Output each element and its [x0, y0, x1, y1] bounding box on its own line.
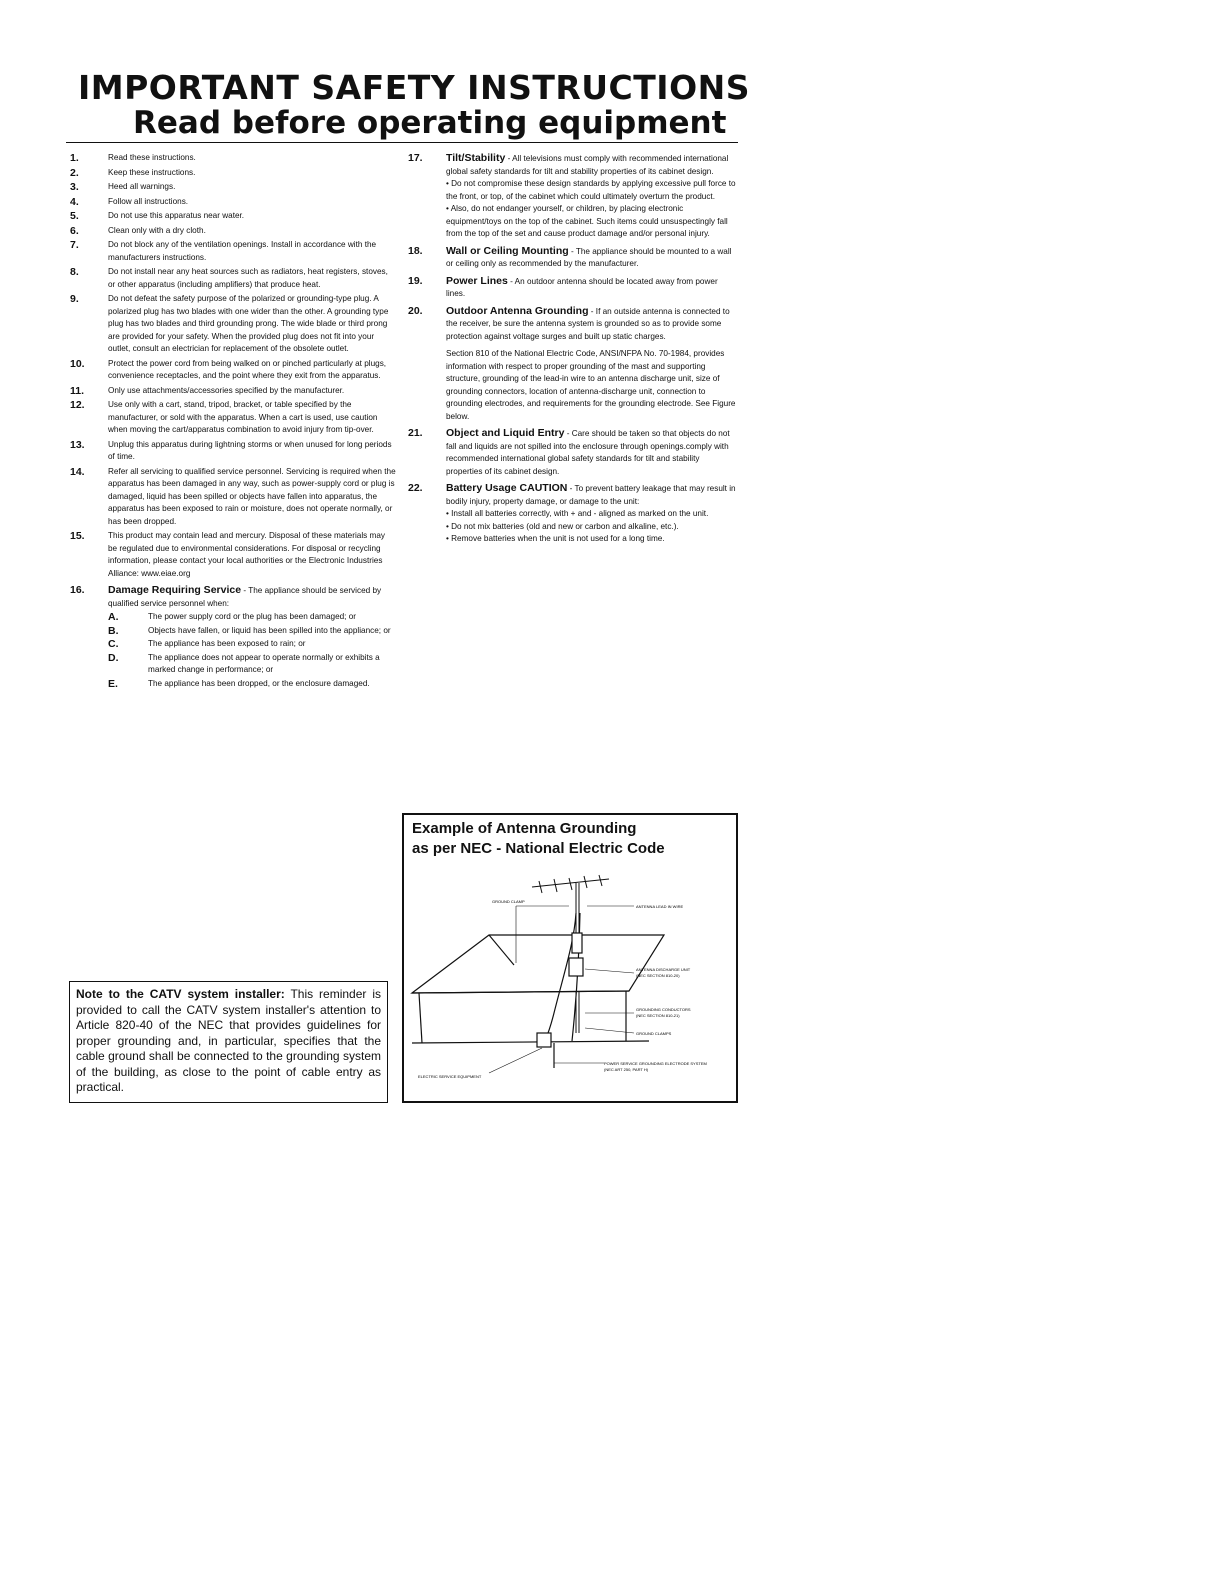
list-item: 3. Heed all warnings.: [70, 181, 176, 193]
grounding-conductors-label: GROUNDING CONDUCTORS: [636, 1007, 691, 1012]
sub-item: D. The appliance does not appear to operate normally or exhibits a marked change in performance; or: [108, 651, 380, 674]
list-item: 1. Read these instructions.: [70, 152, 196, 164]
list-item: 15. This product may contain lead and mercury. Disposal of these materials may be regulated due to environmental considerations. For disposal or recycling information, please contact your local authorities or the Electronic Industries Alliance: www.eiae.org: [70, 530, 385, 578]
list-item: 2. Keep these instructions.: [70, 166, 196, 179]
sub-item: E. The appliance has been dropped, or the enclosure damaged.: [108, 677, 370, 690]
list-item: 5. Do not use this apparatus near water.: [70, 210, 245, 222]
list-item: 7. Do not block any of the ventilation openings. Install in accordance with the manufacturers instructions.: [70, 239, 377, 262]
sub-item: B. Objects have fallen, or liquid has been spilled into the appliance; or: [108, 624, 391, 637]
catv-note-box: Note to the CATV system installer: This reminder is provided to call the CATV system installer's attention to Article 820-40 of the NEC that provides guidelines for proper grounding and, in particular, specifies that the cable ground shall be connected to the grounding system of the building, as close to the point of cable entry as practical.: [69, 981, 388, 1103]
list-item: 9. Do not defeat the safety purpose of the polarized or grounding-type plug. A polarized plug has two blades with one wider than the other. A grounding type plug has two blades and third grounding prong. The wide blade or third prong are provided for your safety. When the provided plug does not fit into your outlet, consult an electrician for replacement of the obsolete outlet.: [70, 293, 389, 353]
list-item: 4. Follow all instructions.: [70, 195, 189, 208]
figure-title-line1: Example of Antenna Grounding: [412, 820, 637, 837]
antenna-grounding-figure: [402, 813, 738, 1103]
discharge-ref-label: (NEC SECTION 810-20): [636, 973, 680, 978]
left-column: [66, 152, 396, 692]
title-rule: [66, 142, 738, 143]
list-item-18: 18. Wall or Ceiling Mounting - The appliance should be mounted to a wall or ceiling only as recommended by the manufacturer.: [408, 244, 732, 268]
right-column: [404, 152, 738, 550]
conductors-ref-label: (NEC SECTION 810-21): [636, 1013, 680, 1018]
power-ref-label: (NEC ART 250, PART H): [604, 1067, 649, 1072]
sub-item: A. The power supply cord or the plug has been damaged; or: [108, 611, 357, 623]
sub-item: C. The appliance has been exposed to rain; or: [108, 638, 306, 650]
list-item: 10. Protect the power cord from being walked on or pinched particularly at plugs, convenience receptacles, and the point where they exit from the apparatus.: [70, 357, 387, 380]
figure-title-line2: as per NEC - National Electric Code: [412, 840, 665, 857]
list-item-20: 20. Outdoor Antenna Grounding - If an outside antenna is connected to the receiver, be sure the antenna system is grounded so as to provide some protection against voltage surges and built up static charges. Section 810 of the National Electric Code, ANSI/NFPA No. 70-1984, provides information with respect to proper grounding of the mast and supporting structure, grounding of the lead-in wire to an antenna discharge unit, size of grounding connectors, location of antenna-discharge unit, connection to grounding electrodes, and requirements for the grounding electrode. See Figure below.: [408, 304, 736, 421]
list-item: 13. Unplug this apparatus during lightning storms or when unused for long periods of time.: [70, 438, 392, 461]
lead-in-label: ANTENNA LEAD IN WIRE: [636, 904, 684, 909]
list-item-22: 22. Battery Usage CAUTION - To prevent battery leakage that may result in bodily injury, property damage, or damage to the unit: • Install all batteries correctly, with + and - aligned as marked on the unit. • Do not mix batteries (old and new or carbon and alkaline, etc.). • Remove batteries when the unit is not used for a long time.: [408, 482, 736, 543]
house-icon: [412, 935, 664, 1043]
safety-page: [66, 68, 751, 1094]
list-item-19: 19. Power Lines - An outdoor antenna should be located away from power lines.: [408, 274, 718, 298]
list-item: 11. Only use attachments/accessories specified by the manufacturer.: [70, 384, 345, 397]
list-item: 14. Refer all servicing to qualified service personnel. Servicing is required when the apparatus has been damaged in any way, such as power-supply cord or plug is damaged, liquid has been spilled or objects have fallen into apparatus, the apparatus has been exposed to rain or moisture, does not operate normally, or has been dropped.: [70, 465, 396, 526]
ground-clamp-label: GROUND CLAMP: [492, 899, 525, 904]
ground-clamps-label: GROUND CLAMPS: [636, 1031, 672, 1036]
page-subtitle: Read before operating equipment: [133, 105, 727, 141]
power-service-label: POWER SERVICE GROUNDING ELECTRODE SYSTEM: [604, 1061, 707, 1066]
list-item: 8. Do not install near any heat sources such as radiators, heat registers, stoves, or other apparatus (including amplifiers) that produce heat.: [70, 266, 388, 289]
antenna-diagram: [404, 873, 735, 1099]
electric-service-label: ELECTRIC SERVICE EQUIPMENT: [418, 1074, 482, 1079]
discharge-unit-label: ANTENNA DISCHARGE UNIT: [636, 967, 691, 972]
list-item-16: 16. Damage Requiring Service - The appliance should be serviced by qualified service personnel when: A. The power supply cord or the plug has been damaged; or B. Objects have fallen, or liquid has been spilled into the appliance; or C. The appliance has been exposed to rain; or D. The appliance does not appear to operate normally or exhibits a marked change in performance; or E. The appliance has been dropped, or the enclosure damaged.: [66, 584, 396, 690]
list-item-21: 21. Object and Liquid Entry - Care should be taken so that objects do not fall and liquids are not spilled into the enclosure through openings.comply with recommended international global safety standards for tilt and stability properties of its cabinet design.: [408, 427, 730, 476]
list-item-17: 17. Tilt/Stability - All televisions must comply with recommended international global safety standards for tilt and stability properties of its cabinet design. • Do not compromise these design standards by applying excessive pull force to the front, or top, of the cabinet which could ultimately overturn the product. • Also, do not endanger yourself, or children, by placing electronic equipment/toys on the top of the cabinet. Such items could unsuspectingly fall from the top of the set and cause product damage and/or personal injury.: [408, 152, 736, 238]
page-title: IMPORTANT SAFETY INSTRUCTIONS: [78, 68, 751, 107]
list-item: 6. Clean only with a dry cloth.: [70, 224, 206, 237]
list-item: 12. Use only with a cart, stand, tripod, bracket, or table specified by the manufacturer, or sold with the apparatus. When a cart is used, use caution when moving the cart/apparatus combination to avoid injury from tip-over.: [70, 399, 378, 434]
